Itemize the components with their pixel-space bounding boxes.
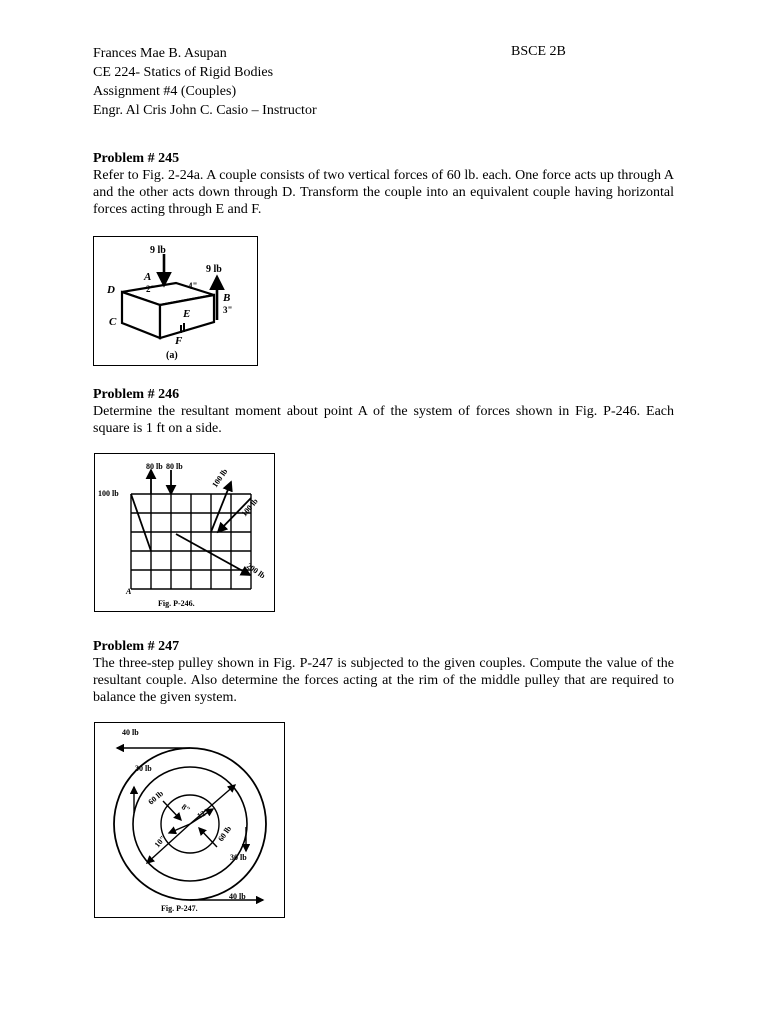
problem-title: Problem # 247 [93,639,180,654]
box-diagram [94,237,257,365]
force-label: 9 lb [206,264,222,275]
point-label-f: F [175,335,183,347]
point-label-d: D [107,284,115,296]
force-label: 30 lb [135,764,152,773]
student-section: BSCE 2B [511,44,566,59]
dimension-label: 4" [188,281,198,291]
problem-text: Determine the resultant moment about point A of the system of forces shown in Fig. P-246. Each square is 1 ft on a side. [93,404,674,436]
force-arrow-60lb [199,828,217,847]
force-arrow-100lb-top [211,482,231,532]
problem-247 [93,638,674,706]
figure-caption: (a) [166,350,178,361]
problem-text: Refer to Fig. 2-24a. A couple consists of two vertical forces of 60 lb. each. One force acts up through A and the other acts down through D. Transform the couple into an equivalent couple having horizontal forces acting through E and F. [93,168,674,217]
dimension-label: 10" [152,833,168,850]
grid-diagram [95,454,274,611]
figure-p-247 [94,722,285,918]
force-label: 80 lb [166,462,183,471]
figure-p-246 [94,453,275,612]
force-arrow-60lb [163,801,181,820]
instructor-name: Engr. Al Cris John C. Casio – Instructor [93,103,317,118]
dimension-label: 12" [195,806,211,821]
force-label: 100 lb [239,496,260,519]
problem-245 [93,150,674,218]
force-label: 100 lb [210,467,230,490]
dimension-label: 3" [223,305,233,315]
force-label: 200 lb [244,561,267,581]
force-label: 9 lb [150,245,166,256]
problem-246 [93,386,674,437]
force-label: 30 lb [230,853,247,862]
force-label: 60 lb [146,788,166,807]
student-name: Frances Mae B. Asupan [93,46,227,61]
problem-text: The three-step pulley shown in Fig. P-247 is subjected to the given couples. Compute the value of the resultant couple. Also determine the forces acting at the rim of the middle pulley that are required to balance the given system. [93,656,674,705]
radius-arrow [190,785,235,824]
figure-caption: Fig. P-247. [161,904,198,913]
point-label-a: A [126,587,132,596]
course-title: CE 224- Statics of Rigid Bodies [93,65,274,80]
radius-arrow [169,824,190,833]
force-label: 60 lb [216,824,234,844]
point-label-e: E [183,308,191,320]
force-label: 80 lb [146,462,163,471]
point-label-c: C [109,316,117,328]
force-line-100lb-left [131,494,151,551]
point-label-b: B [223,292,231,304]
dimension-label: 2" [146,284,156,294]
dimension-label: 8" [179,802,192,815]
assignment-title: Assignment #4 (Couples) [93,84,237,99]
force-label: 100 lb [98,489,119,498]
point-label-a: A [144,271,152,283]
pulley-diagram [95,723,284,917]
force-label: 40 lb [122,728,139,737]
problem-title: Problem # 246 [93,387,180,402]
figure-caption: Fig. P-246. [158,599,195,608]
problem-title: Problem # 245 [93,151,180,166]
figure-2-24a [93,236,258,366]
force-arrow-200lb [176,534,250,575]
force-label: 40 lb [229,892,246,901]
